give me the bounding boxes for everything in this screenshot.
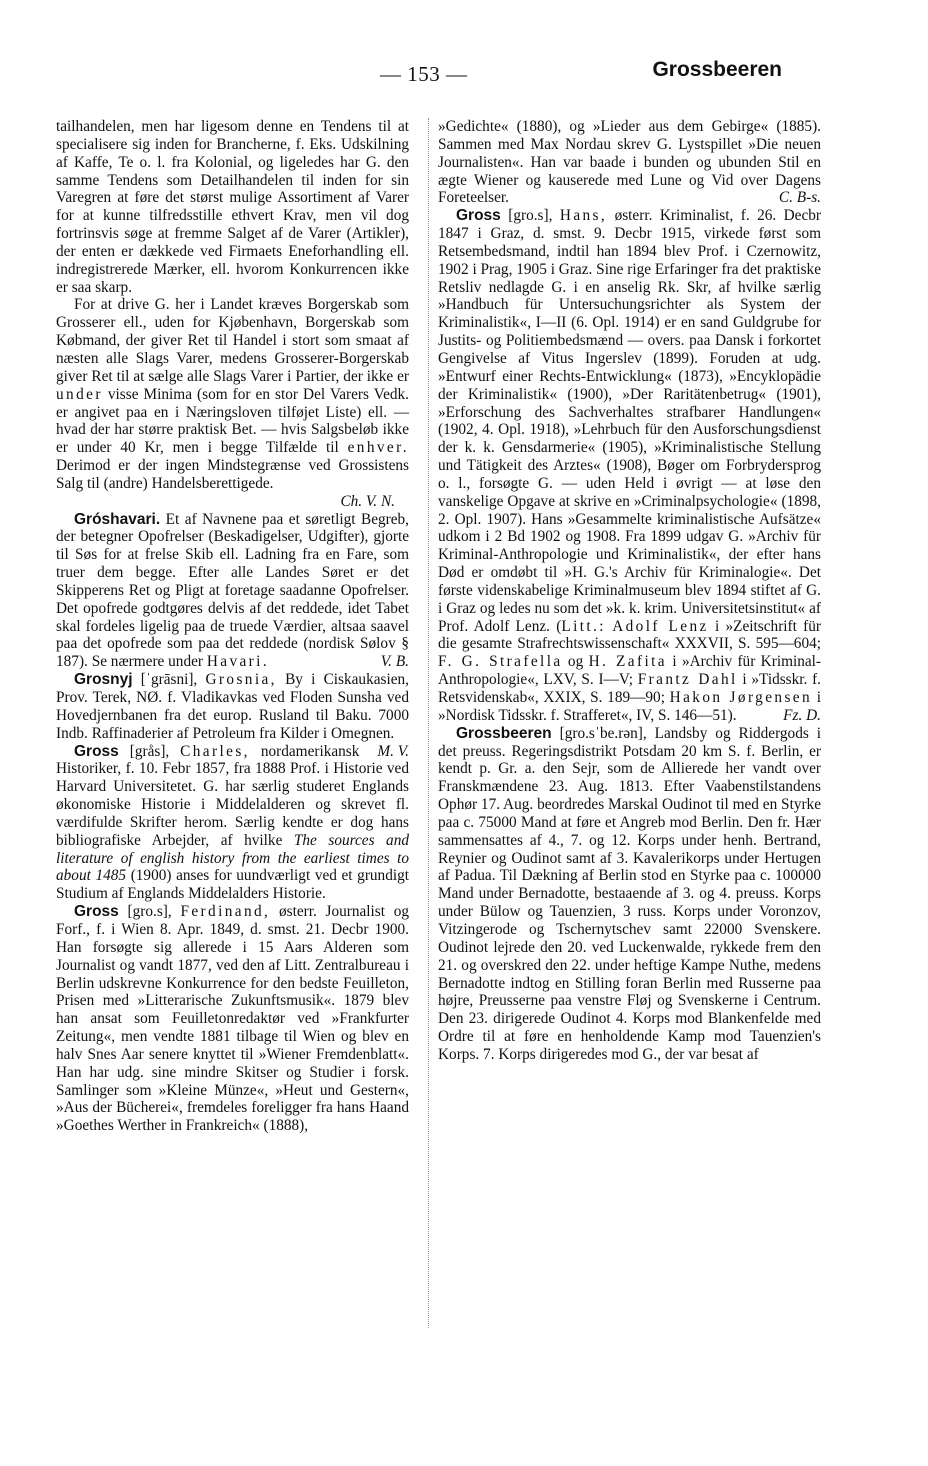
column-divider <box>428 118 429 1328</box>
text: i »Tidsskr. f. Retsvidenskab«, XXIX, S. 189—90; <box>438 671 821 706</box>
entry-headword: Gross <box>74 742 119 760</box>
text: i »Zeitschrift für die gesamte Strafrechtswissenschaft« XXXVII, S. 595—604; <box>438 617 821 653</box>
spaced-name: F. G. Strafella <box>438 653 563 671</box>
entry-gross-charles <box>56 743 409 904</box>
spaced-name: Adolf Lenz <box>612 617 709 635</box>
spaced-word: under <box>56 385 103 403</box>
running-head: Grossbeeren <box>652 58 782 81</box>
entry-headword: Grosnyj <box>74 671 133 689</box>
author-signature: M. V. <box>377 742 409 760</box>
entry-headword: Gróshavari. <box>74 510 161 528</box>
entry-body: østerr. Kriminalist, f. 26. Decbr 1847 i Graz, d. smst. 9. Decbr 1915, virkede først som Retsembedsmand, indtil han 1894 blev Prof. i Czernowitz, 1902 i Prag, 1905 i Graz. Sine rige Erfaringer fra det praktiske Retsliv nedlagde G. i en anselig Rk. Skr, af hvilke særlig »Handbuch für Untersuchungsrichter als System der Kriminalistik«, I—II (6. Opl. 1914) er en sand Guldgrube for Justits- og Politiembedsmænd — overs. paa Dansk i forkortet Gengivelse af Vitus Ingerslev (1899). Foruden at udg. »Entwurf einer Rechts-Entwicklung« (1873), »Encyklopädie der Kriminalistik« (1900), »Der Raritätenbetrug« (1901), »Erforschung des Sachverhaltes strafbarer Handlungen« (1902, 4. Opl. 1918), »Lehrbuch für den Ausforschungsdienst der k. k. Gensdarmerie« (1905), »Kriminalistische Stellung und Tätigkeit des Arztes« (1908), Bøger om Forbrydersprog o. l., forsøgte G. — uden Held i øvrigt — at løse den vanskelige Opgave at skrive en »Criminalpsychologie« (1898, 2. Opl. 1907). Hans »Gesammelte kriminalistische Aufsätze« udkom i 2 Bd 1902 og 1908. Fra 1899 udgav G. »Archiv für Kriminal-Anthropologie und Kriminalistik«, der efter hans Død er omdøbt til »H. G.'s Archiv für Kriminalogie«. Det første videnskabelige Kriminalmuseum blev 1894 stiftet af G. i Graz og ledes nu som det »k. k. krim. Universitetsinstitut« af Prof. Adolf Lenz. ( <box>438 207 822 635</box>
entry-body: Et af Navnene paa et søretligt Begreb, der betegner Opofrelser (Beskadigelser, Udgifter), gjorte til Søs for at frelse Skib ell. Ladning fra en Fare, som truer dem begge. Efter alle Landes Søret er det Skipperens Ret og Pligt at foretage saadanne Opofrelser. Det opofrede godtgøres delvis af det reddede, idet Tabet skal fordeles ligelig paa de truede Værdier, altsaa saavel paa det opofrede som paa det reddede (nordisk Sølov § 187). Se nærmere under <box>56 510 409 671</box>
literature-label: Litt.: <box>561 617 606 635</box>
left-column <box>56 118 409 1135</box>
pronunciation: [gro.s], <box>508 207 553 225</box>
entry-grossbeeren <box>438 725 821 1064</box>
pronunciation: [gro.sˈbe.rən], <box>559 724 647 742</box>
paragraph-continued <box>438 118 821 207</box>
pronunciation: [grås], <box>129 742 170 760</box>
author-signature: Fz. D. <box>783 706 821 724</box>
text: i »Nordisk Tidsskr. f. Strafferet«, IV, S. 146—51). <box>438 689 821 724</box>
book-title: The sources and literature of english history from the earliest times to about 1485 <box>56 831 410 885</box>
entry-body: By i Ciskaukasien, Prov. Terek, NØ. f. Vladikavkas ved Floden Sunsha ved Hovedjernbanen fra det europ. Rusland til Baku. 7000 Indb. Raffinaderier af Petroleum fra Kilder i Omegnen. <box>56 671 409 742</box>
paragraph-borgerskab <box>56 296 409 510</box>
author-signature: C. B-s. <box>778 189 821 207</box>
text: »Gedichte« (1880), og »Lieder aus dem Gebirge« (1885). Sammen med Max Nordau skrev G. Lystspillet »Die neuen Journalisten«. Han var baade i bunden og ubunden Stil en ægte Wiener og kauserede med Lune og Vid over Dagens Foreteelser. <box>438 118 821 207</box>
page-number: — 153 — <box>380 62 468 86</box>
entry-headword: Grossbeeren <box>456 724 552 742</box>
text: Derimod er der ingen Mindstegrænse ved Grossistens Salg til (andre) Handelsberettigede. <box>56 457 409 492</box>
text: visse Minima (som for en stor Del Varers Vedk. er angivet paa en i Næringsloven tilføjet Liste) ell. — hvad der har større praktisk Bet. — hvis Salgsbeløb ikke er under 40 Kr, men i begge Tilfælde til <box>56 385 410 457</box>
cross-reference: Havari. <box>206 653 270 671</box>
author-signature: Ch. V. N. <box>340 492 395 510</box>
text: og <box>567 653 584 671</box>
paragraph-continued: tailhandelen, men har ligesom denne en Tendens til at specialisere sig inden for Brancherne, f. Eks. Udskilning af Kaffe, Te o. l. fra Kolonial, og ligeledes har G. den samme Tendens som Detailhandelen til inden for sin Varegren at føre det størst mulige Assortiment af Varer for at kunne tilfredsstille ethvert Krav, men vil dog fortrinsvis søge at fremme Salget af de Varer (Artikler), der enten er dækkede ved Firmaets Eneforhandling ell. indregistrerede Mærker, ell. hvorom Konkurrencen ikke er saa skarp. <box>56 118 409 296</box>
entry-body: (1900) anses for uundværligt ved et grundigt Studium af Englands Middelalders Historie. <box>56 867 410 903</box>
spaced-word: Grosnia, <box>205 671 277 689</box>
entry-body: nordamerikansk Historiker, f. 10. Febr 1857, fra 1888 Prof. i Historie ved Harvard Universitetet. G. har særlig studeret Englands økonomiske Historie i Middelalderen og skrevet fl. værdifulde Skrifter herom. Særlig kendte er dog hans bibliografiske Arbejder, af hvilke <box>56 742 409 849</box>
right-column <box>438 118 821 1064</box>
spaced-word: Charles, <box>180 742 250 760</box>
entry-headword: Gross <box>456 207 501 225</box>
text: For at drive G. her i Landet kræves Borgerskab som Grosserer ell., uden for Kjøbenhavn, Borgerskab som Købmand, der giver Ret til Handel i stort som smaat af næsten alle Slags Varer, medens Grosserer-Borgerskab giver Ret til at sælge alle Slags Varer i Partier, der ikke er <box>56 296 409 385</box>
entry-body: Landsby og Riddergods i det preuss. Regeringsdistrikt Potsdam 20 km S. f. Berlin, er kendt p. Gr. a. den Sejr, som de Allierede her vandt over Franskmændene 23. Aug. 1813. Efter Vaabenstilstandens Ophør 17. Aug. beordredes Marskal Oudinot til med en Styrke paa c. 75000 Mand at føre et Angreb mod Berlin. Den fr. Hær sammensattes af 4., 7. og 12. Korps under henh. Bertrand, Reynier og Oudinot samt af 3. Kavalerikorps under Hertugen af Padua. Til Dækning af Berlin stod en Styrke paa c. 100000 Mand under Bernadotte, bestaaende af 3. og 4. preuss. Korps under Bülow og Tauenzien, 3 russ. Korps under Voronzov, Vitzingerode og Tschernytschev samt 22000 Svenskere. Oudinot lejrede den 20. ved Luckenwalde, rykkede frem den 21. og overskred den 22. under heftige Kampe Nuthe, medens Bernadotte indtog en Stilling foran Berlin med Russerne paa højre, Preusserne paa venstre Fløj og Svenskerne i Centrum. Den 23. dirigerede Oudinot 4. Korps mod Blankenfelde med Ordre til at føre en henholdende Kamp mod Tauenzien's Korps. 7. Korps dirigeredes mod G., der var besat af <box>438 724 822 1063</box>
spaced-word: Hans, <box>559 207 608 225</box>
entry-headword: Gross <box>74 903 119 921</box>
entry-groshavari <box>56 511 409 672</box>
entry-body: østerr. Journalist og Forf., f. i Wien 8. Apr. 1849, d. smst. 21. Decbr 1900. Han forsøgte sig allerede i 15 Aars Alderen som Journalist og vandt 1877, ved den af Litt. Zentralbureau i Berlin udskrevne Konkurrence for den bedste Feuilleton, Prisen med »Litterarische Zukunftsmusik«. 1879 blev han ansat som Feuilletonredaktør ved »Frankfurter Zeitung«, men vendte 1881 tilbage til Wien og blev en halv Snes Aar senere knyttet til »Wiener Fremdenblatt«. Han har udg. sine mindre Skitser og Studier i forsk. Samlinger som »Kleine Münze«, »Heut und Gestern«, »Aus der Bücherei«, fremdeles foreligger fra hans Haand »Goethes Werther in Frankreich« (1888), <box>56 903 410 1135</box>
spaced-word: enhver. <box>347 439 409 457</box>
spaced-name: Hakon Jørgensen <box>669 689 813 706</box>
spaced-word: Ferdinand, <box>180 903 271 921</box>
pronunciation: [gro.s], <box>127 903 172 921</box>
text: i »Archiv für Kriminal-Anthropologie«, LXV, S. I—V; <box>438 653 821 689</box>
spaced-name: Frantz Dahl <box>637 671 738 689</box>
pronunciation: [ˈgrāsni], <box>140 671 198 689</box>
author-signature: V. B. <box>380 653 409 671</box>
spaced-name: H. Zafita <box>588 653 667 671</box>
entry-gross-ferdinand <box>56 903 409 1135</box>
entry-gross-hans <box>438 207 821 724</box>
page-header <box>0 58 928 90</box>
